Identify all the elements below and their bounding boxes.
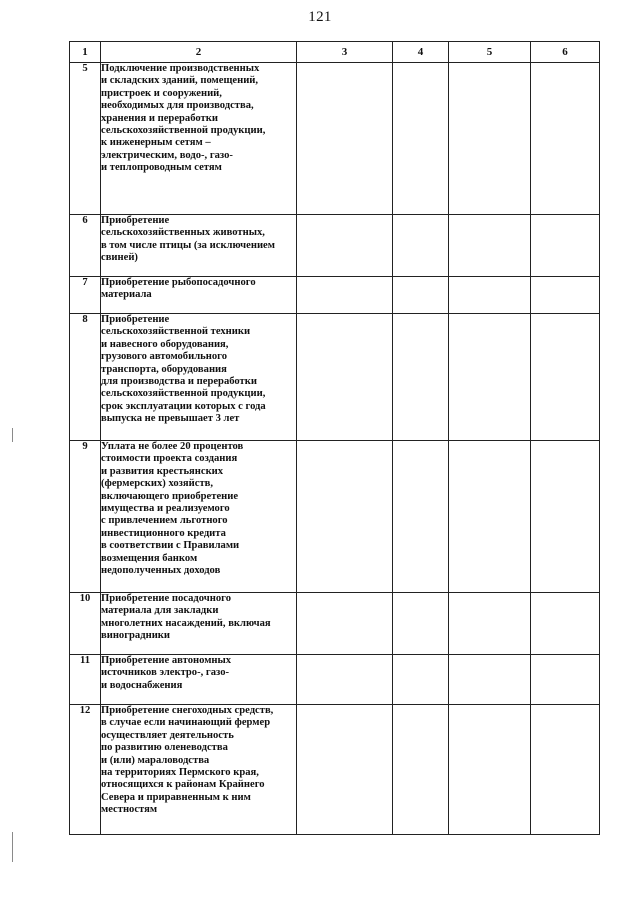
table-row xyxy=(70,705,600,835)
empty-cell xyxy=(393,655,449,705)
empty-cell xyxy=(449,655,531,705)
empty-cell xyxy=(297,215,393,277)
row-description: Приобретение снегоходных средств, в случае если начинающий фермер осуществляет деятельность по развитию оленеводства и (или) мараловодства на территориях Пермского края, относящихся к районам Крайнего Севера и приравненным к ним местностям xyxy=(101,705,297,835)
empty-cell xyxy=(531,215,600,277)
empty-cell xyxy=(531,314,600,441)
empty-cell xyxy=(449,705,531,835)
empty-cell xyxy=(531,593,600,655)
table-row xyxy=(70,655,600,705)
table-row xyxy=(70,63,600,215)
row-description: Приобретение сельскохозяйственных животных, в том числе птицы (за исключением свиней) xyxy=(101,215,297,277)
row-number: 10 xyxy=(70,593,101,655)
empty-cell xyxy=(449,314,531,441)
empty-cell xyxy=(297,277,393,314)
empty-cell xyxy=(449,63,531,215)
empty-cell xyxy=(297,593,393,655)
row-description: Уплата не более 20 процентов стоимости проекта создания и развития крестьянских (фермерских) хозяйств, включающего приобретение имущества и реализуемого с привлечением льготного инвестиционного кредита в соответствии с Правилами возмещения банком недополученных доходов xyxy=(101,441,297,593)
empty-cell xyxy=(297,705,393,835)
empty-cell xyxy=(449,215,531,277)
empty-cell xyxy=(393,593,449,655)
row-description: Подключение производственных и складских зданий, помещений, пристроек и сооружений, необходимых для производства, хранения и переработки сельскохозяйственной продукции, к инженерным сетям – электрическим, водо-, газо- и теплопроводным сетям xyxy=(101,63,297,215)
row-description: Приобретение сельскохозяйственной техники и навесного оборудования, грузового автомобильного транспорта, оборудования для производства и переработки сельскохозяйственной продукции, срок эксплуатации которых с года выпуска не превышает 3 лет xyxy=(101,314,297,441)
empty-cell xyxy=(449,593,531,655)
header-col-5: 5 xyxy=(449,42,531,63)
header-col-1: 1 xyxy=(70,42,101,63)
table-row xyxy=(70,593,600,655)
empty-cell xyxy=(297,655,393,705)
row-description: Приобретение автономных источников электро-, газо- и водоснабжения xyxy=(101,655,297,705)
scan-margin-mark xyxy=(12,428,13,442)
table-row xyxy=(70,441,600,593)
empty-cell xyxy=(393,314,449,441)
empty-cell xyxy=(449,277,531,314)
measures-table xyxy=(69,41,600,835)
empty-cell xyxy=(393,277,449,314)
header-col-2: 2 xyxy=(101,42,297,63)
empty-cell xyxy=(393,215,449,277)
table-row xyxy=(70,314,600,441)
row-number: 7 xyxy=(70,277,101,314)
empty-cell xyxy=(393,441,449,593)
row-description: Приобретение рыбопосадочного материала xyxy=(101,277,297,314)
empty-cell xyxy=(531,655,600,705)
empty-cell xyxy=(531,705,600,835)
row-number: 11 xyxy=(70,655,101,705)
row-number: 8 xyxy=(70,314,101,441)
empty-cell xyxy=(393,63,449,215)
row-number: 12 xyxy=(70,705,101,835)
table-row xyxy=(70,277,600,314)
empty-cell xyxy=(449,441,531,593)
empty-cell xyxy=(393,705,449,835)
header-col-6: 6 xyxy=(531,42,600,63)
row-number: 9 xyxy=(70,441,101,593)
header-col-3: 3 xyxy=(297,42,393,63)
empty-cell xyxy=(297,63,393,215)
empty-cell xyxy=(531,63,600,215)
empty-cell xyxy=(531,441,600,593)
row-description: Приобретение посадочного материала для закладки многолетних насаждений, включая виноградники xyxy=(101,593,297,655)
table-row xyxy=(70,215,600,277)
scan-margin-mark xyxy=(12,832,13,862)
page-number: 121 xyxy=(308,9,332,25)
row-number: 6 xyxy=(70,215,101,277)
header-col-4: 4 xyxy=(393,42,449,63)
empty-cell xyxy=(297,314,393,441)
empty-cell xyxy=(531,277,600,314)
table-header-row xyxy=(70,42,600,63)
empty-cell xyxy=(297,441,393,593)
row-number: 5 xyxy=(70,63,101,215)
